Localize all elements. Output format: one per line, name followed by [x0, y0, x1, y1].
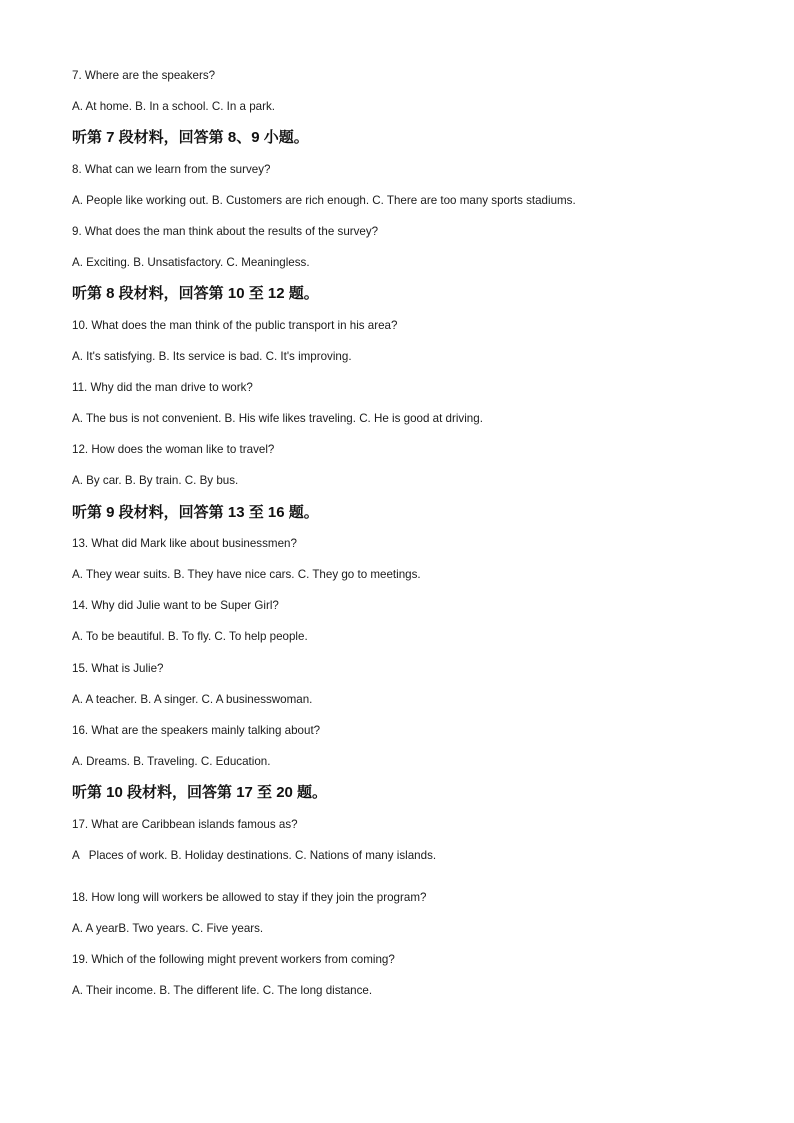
question-16-options: A. Dreams. B. Traveling. C. Education.	[72, 755, 271, 769]
question-19-options: A. Their income. B. The different life. C. The long distance.	[72, 984, 373, 998]
question-10-prompt: 10. What does the man think of the public transport in his area?	[72, 318, 398, 332]
question-9-prompt: 9. What does the man think about the results of the survey?	[72, 224, 379, 238]
section-heading-passage-7: 听第 7 段材料，回答第 8、9 小题。	[72, 129, 309, 147]
question-15-prompt: 15. What is Julie?	[72, 661, 164, 675]
section-heading-passage-9: 听第 9 段材料，回答第 13 至 16 题。	[72, 503, 319, 521]
question-18-prompt: 18. How long will workers be allowed to stay if they join the program?	[72, 890, 427, 904]
question-7-prompt: 7. Where are the speakers?	[72, 69, 216, 82]
question-16-prompt: 16. What are the speakers mainly talking about?	[72, 723, 321, 737]
question-18-options: A. A yearB. Two years. C. Five years.	[72, 922, 264, 936]
question-7-options: A. At home. B. In a school. C. In a park.	[72, 100, 275, 114]
question-12-options: A. By car. B. By train. C. By bus.	[72, 474, 239, 488]
question-15-options: A. A teacher. B. A singer. C. A businesswoman.	[72, 692, 313, 706]
question-11-prompt: 11. Why did the man drive to work?	[72, 380, 253, 394]
question-8-options: A. People like working out. B. Customers are rich enough. C. There are too many sports stadiums.	[72, 193, 576, 207]
question-10-options: A. It's satisfying. B. Its service is bad. C. It's improving.	[72, 349, 352, 363]
question-8-prompt: 8. What can we learn from the survey?	[72, 162, 271, 176]
section-heading-passage-8: 听第 8 段材料，回答第 10 至 12 题。	[72, 285, 319, 303]
section-heading-passage-10: 听第 10 段材料，回答第 17 至 20 题。	[72, 784, 328, 802]
question-9-options: A. Exciting. B. Unsatisfactory. C. Meaningless.	[72, 256, 310, 270]
question-14-prompt: 14. Why did Julie want to be Super Girl?	[72, 599, 279, 613]
question-19-prompt: 19. Which of the following might prevent workers from coming?	[72, 953, 395, 967]
question-14-options: A. To be beautiful. B. To fly. C. To help people.	[72, 630, 308, 644]
question-11-options: A. The bus is not convenient. B. His wife likes traveling. C. He is good at driving.	[72, 412, 483, 426]
question-17-prompt: 17. What are Caribbean islands famous as?	[72, 817, 298, 831]
question-13-prompt: 13. What did Mark like about businessmen?	[72, 536, 297, 550]
question-12-prompt: 12. How does the woman like to travel?	[72, 443, 275, 457]
question-13-options: A. They wear suits. B. They have nice cars. C. They go to meetings.	[72, 568, 421, 581]
question-17-options: A Places of work. B. Holiday destinations. C. Nations of many islands.	[72, 848, 437, 862]
